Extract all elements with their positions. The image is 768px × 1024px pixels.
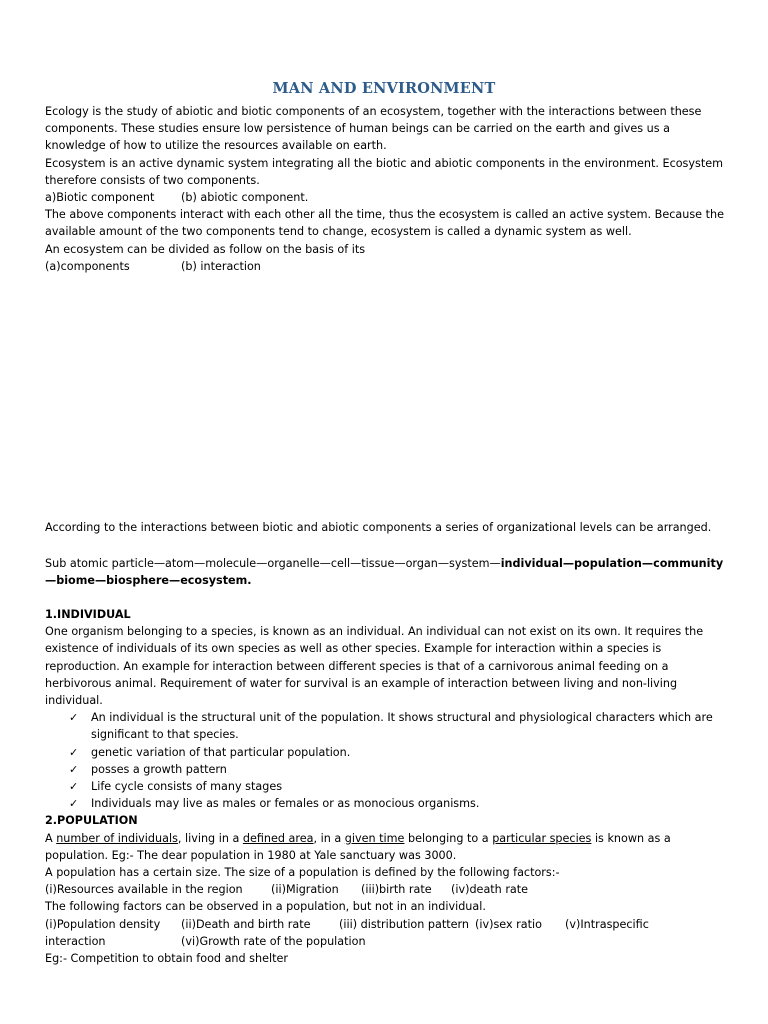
intro-section	[45, 103, 725, 275]
basis-interaction: (b) interaction	[181, 259, 261, 273]
component-biotic: a)Biotic component	[45, 191, 155, 205]
levels-chain	[45, 555, 725, 589]
intro-paragraph-ecosystem: Ecosystem is an active dynamic system integrating all the biotic and abiotic components in the environment. Ecosystem therefore consists of two components.	[45, 156, 724, 187]
levels-chain-text	[45, 555, 725, 589]
intro-paragraph-active-system: The above components interact with each other all the time, thus the ecosystem is called an active system. Because the available amount of the two components tend to change, ecosystem is called a dynamic system as well.	[45, 208, 724, 239]
intro-paragraph-divided: An ecosystem can be divided as follow on the basis of its	[45, 242, 366, 256]
components-row	[45, 189, 725, 206]
list-item: ✓ An individual is the structural unit of the population. It shows structural and physiological characters which are significant to that species.	[69, 711, 713, 742]
check-icon: ✓	[69, 797, 79, 811]
individual-heading: 1.INDIVIDUAL	[45, 608, 131, 621]
population-observed-text: The following factors can be observed in a population, but not in an individual.	[45, 900, 486, 914]
population-example: Eg:- Competition to obtain food and shelter	[45, 952, 288, 966]
population-attributes-row-1: (i)Population density (ii)Death and birth rate (iii) distribution pattern (iv)sex ratio (v)Intraspecific	[45, 917, 649, 931]
basis-components: (a)components	[45, 259, 130, 273]
page-title: MAN AND ENVIRONMENT	[272, 80, 496, 97]
check-icon: ✓	[69, 780, 79, 794]
list-item: ✓ genetic variation of that particular population.	[69, 744, 725, 761]
individual-bullet-list	[45, 709, 725, 812]
levels-chain-plain: Sub atomic particle—atom—molecule—organelle—cell—tissue—organ—system—	[45, 557, 501, 570]
levels-chain-bold: individual—population—community—biome—biosphere—ecosystem.	[45, 557, 724, 588]
list-item: ✓ Life cycle consists of many stages	[69, 778, 725, 795]
levels-intro-text: According to the interactions between biotic and abiotic components a series of organizational levels can be arranged.	[45, 521, 712, 534]
list-item: ✓ posses a growth pattern	[69, 761, 725, 778]
individual-text: One organism belonging to a species, is known as an individual. An individual can not exist on its own. It requires the existence of individuals of its own species as well as other species. Example for interaction within a species is reproduction. An example for interaction between different species is that of a carnivorous animal feeding on a herbivorous animal. Requirement of water for survival is an example of interaction between living and non-living individual.	[45, 625, 704, 708]
check-icon: ✓	[69, 745, 79, 759]
check-icon: ✓	[69, 711, 79, 725]
component-abiotic: (b) abiotic component.	[181, 191, 309, 205]
intro-paragraph-ecology: Ecology is the study of abiotic and biotic components of an ecosystem, together with the interactions between these components. These studies ensure low persistence of human beings can be carried on the earth and gives us a knowledge of how to utilize the resources available on earth.	[45, 105, 702, 153]
check-icon: ✓	[69, 762, 79, 776]
basis-row	[45, 258, 725, 275]
population-definition: A number of individuals, living in a defined area, in a given time belonging to a particular species is known as a population. Eg:- The dear population in 1980 at Yale sanctuary was 3000.	[45, 831, 671, 862]
list-item: ✓ Individuals may live as males or females or as monocious organisms.	[69, 795, 725, 812]
population-size-text: A population has a certain size. The size of a population is defined by the following factors:-	[45, 866, 560, 880]
population-attributes-row-2: interaction (vi)Growth rate of the population	[45, 934, 366, 948]
population-heading: 2.POPULATION	[45, 814, 138, 828]
population-factors-row: (i)Resources available in the region (ii)Migration (iii)birth rate (iv)death rate	[45, 883, 529, 897]
individual-population-section	[45, 606, 725, 967]
levels-intro	[45, 519, 725, 536]
